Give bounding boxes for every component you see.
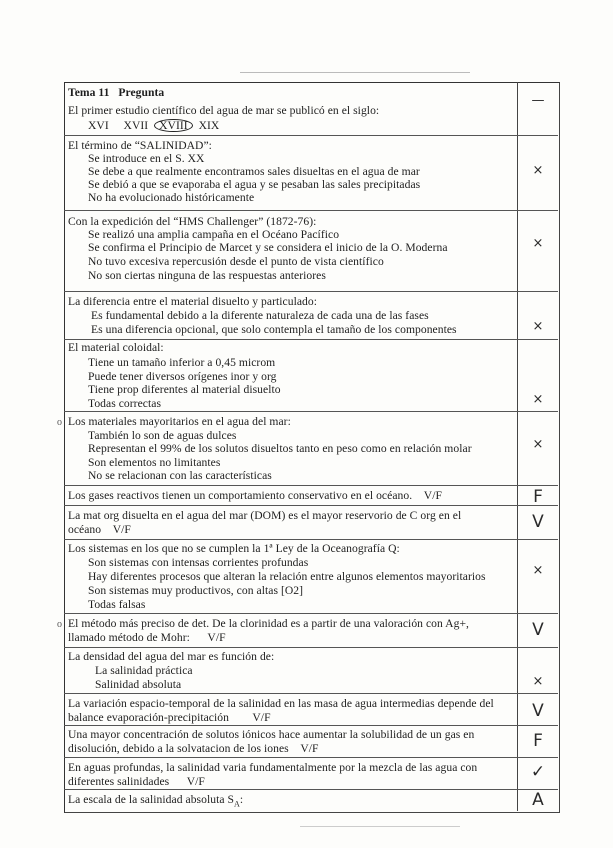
option[interactable]: Se introduce en el S. XX — [88, 152, 205, 165]
question-body: diferentes salinidades — [68, 775, 170, 788]
option[interactable]: Representan el 99% de los solutos disueltos tanto en peso como en relación molar — [88, 442, 472, 455]
row-divider — [64, 789, 558, 790]
answer-mark: × — [532, 319, 544, 334]
answer-mark: × — [532, 437, 544, 452]
option[interactable]: Todas falsas — [88, 598, 146, 611]
tema-label: Tema 11 — [68, 86, 110, 99]
option[interactable]: No son ciertas ninguna de las respuestas anteriores — [88, 269, 326, 282]
option[interactable]: Son elementos no limitantes — [88, 456, 221, 469]
row-divider — [64, 210, 558, 211]
question-body: Los gases reactivos tienen un comportamiento conservativo en el océano. — [68, 489, 413, 502]
question-text: La diferencia entre el material disuelto y particulado: — [68, 295, 318, 308]
answer-mark: × — [532, 392, 544, 407]
answer-mark: ✓ — [530, 762, 546, 782]
option[interactable]: Se debe a que realmente encontramos sales disueltas en el agua de mar — [88, 165, 420, 178]
answer-mark: V — [532, 620, 544, 640]
row-divider — [64, 647, 558, 648]
question-text: El método más preciso de det. De la clorinidad es a partir de una valoración con Ag+, — [68, 617, 469, 630]
row-divider — [64, 539, 558, 540]
row-divider — [64, 339, 558, 340]
option[interactable]: Salinidad absoluta — [95, 678, 182, 691]
pregunta-label: Pregunta — [118, 86, 165, 99]
question-text: El primer estudio científico del agua de mar se publicó en el siglo: — [68, 104, 380, 117]
option[interactable]: La salinidad práctica — [95, 664, 193, 677]
question-body: La escala de la salinidad absoluta S — [68, 793, 234, 806]
question-text: La mat org disuelta en el agua del mar (DOM) es el mayor reservorio de C org en el — [68, 509, 462, 522]
option[interactable]: No tuvo excesiva repercusión desde el punto de vista científico — [88, 255, 384, 268]
option[interactable]: XVII — [123, 119, 149, 132]
row-divider — [64, 135, 558, 136]
question-body: llamado método de Mohr: — [68, 631, 190, 644]
question-text: La densidad del agua del mar es función de: — [68, 650, 275, 663]
scan-artifact — [240, 72, 470, 73]
row-divider — [64, 725, 558, 726]
option-circled[interactable]: XVIII — [154, 119, 193, 132]
question-text-cont — [68, 775, 205, 788]
question-body: océano — [68, 523, 102, 536]
option[interactable]: Hay diferentes procesos que alteran la relación entre algunos elementos mayoritarios — [88, 570, 486, 583]
row-divider — [64, 613, 558, 614]
row-divider — [64, 411, 558, 412]
question-text: La variación espacio-temporal de la salinidad en las masa de agua intermedias depende del — [68, 697, 494, 710]
option[interactable]: Se debió a que se evaporaba el agua y se pesaban las sales precipitadas — [88, 178, 421, 191]
question-text: En aguas profundas, la salinidad varia fundamentalmente por la mezcla de las agua con — [68, 761, 478, 774]
question-text — [68, 489, 442, 502]
answer-mark: × — [532, 674, 544, 689]
row-divider — [64, 693, 558, 694]
option[interactable]: Puede tener diversos orígenes inor y org — [88, 370, 277, 383]
question-text: Con la expedición del “HMS Challenger” (1872-76): — [68, 215, 317, 228]
margin-mark: o — [57, 417, 62, 428]
option[interactable]: XVI — [88, 119, 109, 132]
margin-mark: o — [57, 619, 62, 630]
option[interactable]: Son sistemas con intensas corrientes profundas — [88, 556, 309, 569]
scan-artifact — [300, 826, 460, 827]
question-body: balance evaporación-precipitación — [68, 711, 229, 724]
answer-mark: × — [532, 236, 544, 251]
question-text-cont — [68, 631, 226, 644]
answer-mark: F — [533, 731, 543, 751]
answer-mark: × — [532, 563, 544, 578]
row-divider — [64, 505, 558, 506]
answer-mark: A — [532, 790, 544, 810]
option[interactable]: Son sistemas muy productivos, con altas [O2] — [88, 584, 304, 597]
answer-mark: F — [533, 487, 543, 507]
true-false-choice[interactable]: V/F — [423, 489, 442, 502]
question-text: Los materiales mayoritarios en el agua del mar: — [68, 415, 291, 428]
row-divider — [64, 757, 558, 758]
option[interactable]: Todas correctas — [88, 397, 162, 410]
option[interactable]: Se realizó una amplia campaña en el Océano Pacífico — [88, 228, 340, 241]
answer-mark: × — [532, 163, 544, 178]
answer-mark: V — [532, 701, 544, 721]
answer-mark: — — [531, 93, 545, 108]
option[interactable]: Tiene prop diferentes al material disuelto — [88, 383, 281, 396]
true-false-choice[interactable]: V/F — [207, 631, 226, 644]
option[interactable]: Es fundamental debido a la diferente naturaleza de cada una de las fases — [91, 309, 429, 322]
true-false-choice[interactable]: V/F — [300, 742, 319, 755]
question-text-cont — [68, 711, 271, 724]
true-false-choice[interactable]: V/F — [112, 523, 131, 536]
question-text: El término de “SALINIDAD”: — [68, 139, 212, 152]
option[interactable]: Se confirma el Principio de Marcet y se considera el inicio de la O. Moderna — [88, 241, 448, 254]
question-text-cont — [68, 523, 131, 536]
subscript: A — [234, 799, 240, 809]
option[interactable]: Tiene un tamaño inferior a 0,45 microm — [88, 356, 276, 369]
row-divider — [64, 291, 558, 292]
option[interactable]: También lo son de aguas dulces — [88, 429, 237, 442]
question-tail: : — [239, 793, 244, 806]
option[interactable]: No ha evolucionado históricamente — [88, 191, 255, 204]
question-text — [68, 793, 243, 810]
answer-mark: V — [532, 512, 544, 532]
answer-column-divider — [517, 82, 518, 811]
inline-options — [88, 119, 219, 132]
question-text: Los sistemas en los que no se cumplen la 1ª Ley de la Oceanografía Q: — [68, 542, 400, 555]
table-header — [68, 86, 164, 99]
option[interactable]: No se relacionan con las características — [88, 469, 272, 482]
true-false-choice[interactable]: V/F — [252, 711, 271, 724]
option[interactable]: Es una diferencia opcional, que solo contempla el tamaño de los componentes — [91, 323, 457, 336]
true-false-choice[interactable]: V/F — [186, 775, 205, 788]
option[interactable]: XIX — [198, 119, 220, 132]
row-divider — [64, 485, 558, 486]
question-body: disolución, debido a la solvatacion de los iones — [68, 742, 289, 755]
question-text-cont — [68, 742, 319, 755]
question-text: Una mayor concentración de solutos iónicos hace aumentar la solubilidad de un gas en — [68, 728, 475, 741]
question-text: El material coloidal: — [68, 341, 164, 354]
